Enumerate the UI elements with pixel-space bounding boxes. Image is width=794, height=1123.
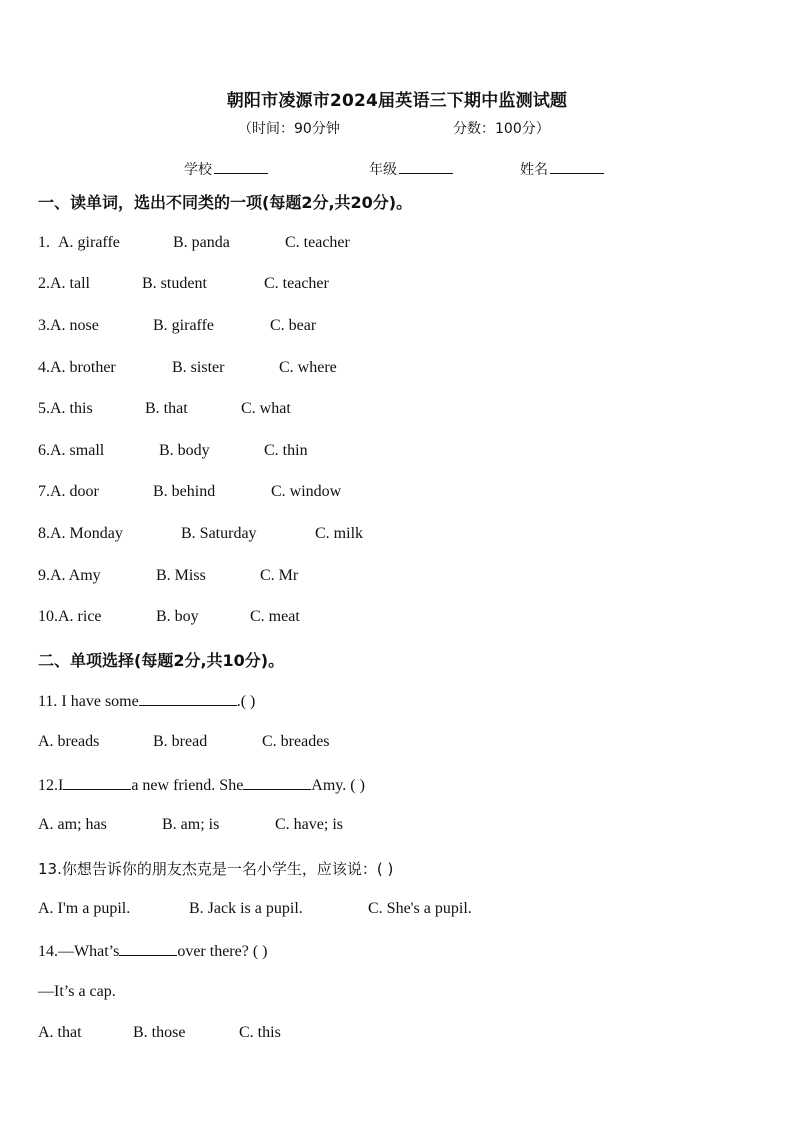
question-number: 3. <box>38 317 50 334</box>
question-number: 1. <box>38 234 50 251</box>
option-a: A. Monday <box>50 525 123 542</box>
option-a: A. Amy <box>50 567 101 584</box>
option-c: C. teacher <box>285 234 350 251</box>
option-c: C. bear <box>270 317 317 334</box>
question-stem: 12.I <box>38 777 64 794</box>
option-c: C. this <box>239 1024 281 1041</box>
school-blank <box>214 159 268 174</box>
exam-time: （时间：90分钟 <box>238 121 340 137</box>
exam-score: 分数：100分） <box>453 121 550 137</box>
option-b: B. Saturday <box>181 525 257 542</box>
name-label: 姓名 <box>520 162 548 178</box>
option-b: B. am; is <box>162 816 220 833</box>
school-field <box>184 159 268 179</box>
option-b: B. body <box>159 442 210 459</box>
option-c: C. meat <box>250 608 300 625</box>
question-13-options <box>38 900 472 918</box>
option-b: B. student <box>142 275 207 292</box>
option-a: A. am; has <box>38 816 107 833</box>
question-3 <box>38 317 317 335</box>
grade-field <box>369 159 453 179</box>
option-a: A. giraffe <box>58 234 120 251</box>
question-14 <box>38 941 268 961</box>
option-a: A. breads <box>38 733 100 750</box>
option-a: A. this <box>50 400 93 417</box>
option-a: A. door <box>50 483 99 500</box>
question-10 <box>38 608 300 626</box>
option-c: C. have; is <box>275 816 343 833</box>
option-b: B. that <box>145 400 188 417</box>
option-b: B. sister <box>172 359 225 376</box>
question-14-options <box>38 1024 281 1042</box>
question-14-answer: —It’s a cap. <box>38 983 116 1000</box>
option-c: C. teacher <box>264 275 329 292</box>
exam-title: 朝阳市凌源市2024届英语三下期中监测试题 <box>226 91 568 111</box>
question-stem-mid: a new friend. She <box>131 777 244 794</box>
option-c: C. breades <box>262 733 330 750</box>
option-c: C. Mr <box>260 567 299 584</box>
option-b: B. boy <box>156 608 199 625</box>
question-number: 10. <box>38 608 58 625</box>
question-9 <box>38 567 299 585</box>
question-number: 2. <box>38 275 50 292</box>
option-c: C. milk <box>315 525 364 542</box>
option-a: A. small <box>50 442 105 459</box>
school-label: 学校 <box>184 162 212 178</box>
question-13: 13.你想告诉你的朋友杰克是一名小学生，应该说：( ) <box>38 860 394 878</box>
question-stem-end: .( ) <box>236 693 256 710</box>
option-c: C. what <box>241 400 291 417</box>
question-12-options <box>38 816 343 834</box>
name-blank <box>550 159 604 174</box>
question-stem-end: Amy. ( ) <box>311 777 365 794</box>
question-stem-end: over there? ( ) <box>177 943 268 960</box>
question-6 <box>38 442 308 460</box>
question-number: 6. <box>38 442 50 459</box>
question-stem: 11. I have some <box>38 693 139 710</box>
section1-heading: 一、读单词，选出不同类的一项(每题2分,共20分)。 <box>38 193 413 212</box>
option-a: A. that <box>38 1024 82 1041</box>
name-field <box>520 159 604 179</box>
question-12 <box>38 775 365 795</box>
question-1 <box>38 234 350 252</box>
option-b: B. behind <box>153 483 216 500</box>
option-b: B. bread <box>153 733 208 750</box>
question-number: 7. <box>38 483 50 500</box>
option-c: C. She's a pupil. <box>368 900 472 917</box>
option-a: A. rice <box>58 608 102 625</box>
question-number: 5. <box>38 400 50 417</box>
option-a: A. I'm a pupil. <box>38 900 131 917</box>
option-b: B. Miss <box>156 567 206 584</box>
answer-blank <box>139 691 237 706</box>
option-b: B. Jack is a pupil. <box>189 900 303 917</box>
section2-heading: 二、单项选择(每题2分,共10分)。 <box>38 651 285 670</box>
question-number: 8. <box>38 525 50 542</box>
option-a: A. nose <box>50 317 99 334</box>
option-b: B. panda <box>173 234 230 251</box>
option-c: C. window <box>271 483 342 500</box>
answer-blank-1 <box>63 775 131 790</box>
question-2 <box>38 275 329 293</box>
grade-blank <box>399 159 453 174</box>
option-c: C. thin <box>264 442 308 459</box>
answer-blank-2 <box>243 775 311 790</box>
question-11-options <box>38 733 330 751</box>
option-b: B. those <box>133 1024 186 1041</box>
option-a: A. tall <box>50 275 90 292</box>
question-5 <box>38 400 291 418</box>
answer-blank <box>119 941 177 956</box>
question-stem: 14.—What’s <box>38 943 120 960</box>
question-11 <box>38 691 255 711</box>
question-number: 4. <box>38 359 50 376</box>
question-number: 9. <box>38 567 50 584</box>
question-8 <box>38 525 364 543</box>
option-a: A. brother <box>50 359 116 376</box>
question-7 <box>38 483 342 501</box>
question-4 <box>38 359 337 377</box>
option-b: B. giraffe <box>153 317 215 334</box>
grade-label: 年级 <box>369 162 397 178</box>
option-c: C. where <box>279 359 337 376</box>
